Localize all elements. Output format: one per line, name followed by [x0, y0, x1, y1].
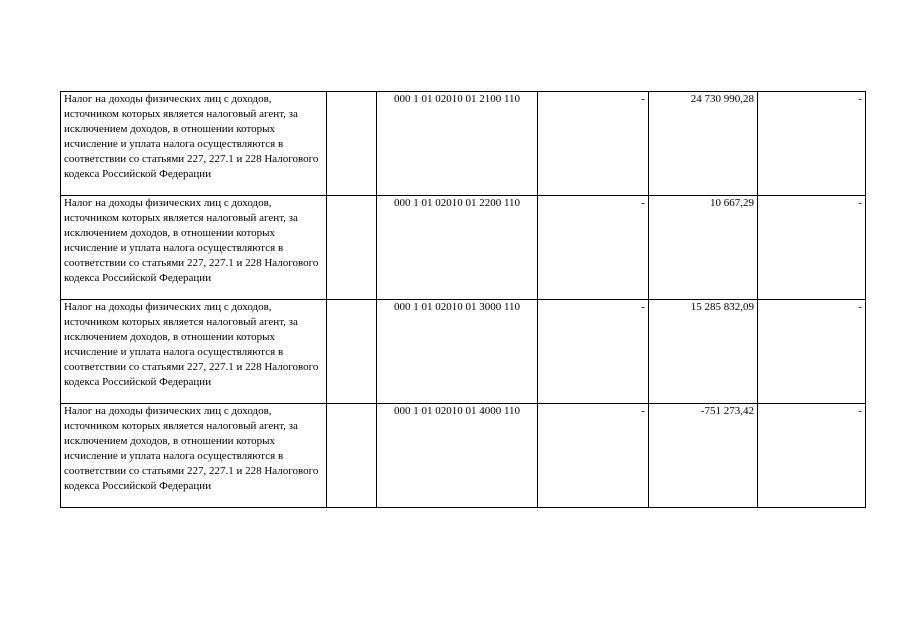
executed-value: -751 273,42 [700, 405, 754, 417]
empty-cell [327, 300, 377, 404]
executed-cell [649, 404, 758, 508]
unexecuted-cell [758, 92, 866, 196]
table-row [61, 404, 866, 508]
budget-code: 000 1 01 02010 01 4000 110 [393, 405, 521, 417]
income-name: Налог на доходы физических лиц с доходов, источником которых является налоговый агент, за исключением доходов, в отношении которых исчисление и уплата налога осуществляются в соответствии со статьями 227, 227.1 и 228 Налогового кодекса Российской Федерации [64, 197, 319, 284]
income-name: Налог на доходы физических лиц с доходов, источником которых является налоговый агент, за исключением доходов, в отношении которых исчисление и уплата налога осуществляются в соответствии со статьями 227, 227.1 и 228 Налогового кодекса Российской Федерации [64, 405, 319, 492]
income-name: Налог на доходы физических лиц с доходов, источником которых является налоговый агент, за исключением доходов, в отношении которых исчисление и уплата налога осуществляются в соответствии со статьями 227, 227.1 и 228 Налогового кодекса Российской Федерации [64, 301, 319, 388]
budget-code: 000 1 01 02010 01 2200 110 [393, 197, 521, 209]
plan-cell [538, 196, 649, 300]
plan-cell [538, 404, 649, 508]
income-name-cell [61, 300, 327, 404]
table-row [61, 196, 866, 300]
budget-code: 000 1 01 02010 01 2100 110 [393, 93, 521, 105]
plan-cell [538, 300, 649, 404]
unexecuted-cell [758, 300, 866, 404]
plan-value: - [641, 405, 645, 417]
budget-code-cell [377, 404, 538, 508]
empty-cell [327, 196, 377, 300]
budget-code-cell [377, 300, 538, 404]
unexecuted-value: - [858, 197, 862, 209]
unexecuted-cell [758, 404, 866, 508]
plan-value: - [641, 301, 645, 313]
unexecuted-value: - [858, 301, 862, 313]
budget-code-cell [377, 92, 538, 196]
empty-cell [327, 404, 377, 508]
plan-value: - [641, 197, 645, 209]
unexecuted-value: - [858, 93, 862, 105]
empty-cell [327, 92, 377, 196]
income-name: Налог на доходы физических лиц с доходов, источником которых является налоговый агент, за исключением доходов, в отношении которых исчисление и уплата налога осуществляются в соответствии со статьями 227, 227.1 и 228 Налогового кодекса Российской Федерации [64, 93, 319, 180]
table-row [61, 92, 866, 196]
unexecuted-cell [758, 196, 866, 300]
executed-value: 10 667,29 [710, 197, 754, 209]
income-name-cell [61, 196, 327, 300]
executed-value: 24 730 990,28 [690, 93, 754, 105]
plan-value: - [641, 93, 645, 105]
income-name-cell [61, 404, 327, 508]
executed-value: 15 285 832,09 [690, 301, 754, 313]
table-row [61, 300, 866, 404]
revenue-table [60, 91, 866, 508]
budget-code: 000 1 01 02010 01 3000 110 [393, 301, 521, 313]
unexecuted-value: - [858, 405, 862, 417]
executed-cell [649, 300, 758, 404]
income-name-cell [61, 92, 327, 196]
budget-code-cell [377, 196, 538, 300]
executed-cell [649, 196, 758, 300]
plan-cell [538, 92, 649, 196]
executed-cell [649, 92, 758, 196]
